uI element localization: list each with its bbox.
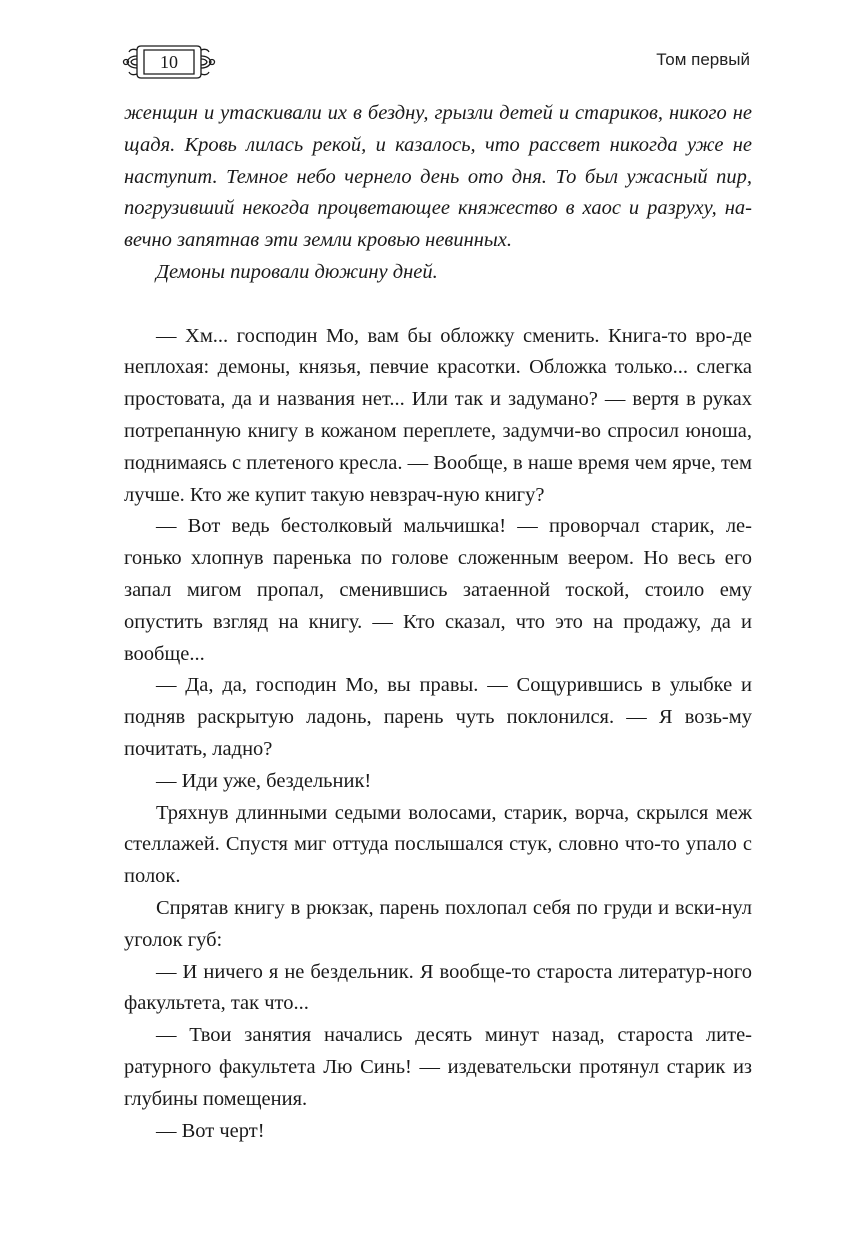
text-line: Спрятав книгу в рюкзак, парень похлопал себя по груди и вски- [156, 896, 722, 919]
text-line: его запал мигом пропал, сменившись затаенной тоской, стоило [124, 547, 753, 601]
text-line: му почитать, ладно? [124, 706, 752, 760]
paragraph [124, 798, 752, 893]
text-line: ратурного факультета Лю Синь! — издевательски протянул старик [124, 1055, 726, 1078]
text-line: нул уголок губ: [124, 896, 752, 951]
text-line: и подняв раскрытую ладонь, парень чуть поклонился. — Я возь- [124, 674, 753, 729]
text-line: — Твои занятия начались десять минут назад, староста лите- [156, 1024, 752, 1047]
page-header [0, 0, 856, 110]
text-line: — Хм... господин Мо, вам бы обложку сменить. Книга-то вро- [156, 324, 733, 347]
paragraph [124, 670, 752, 765]
paragraph [124, 98, 752, 257]
paragraph [124, 893, 752, 957]
paragraph [124, 257, 752, 289]
text-line: — Вот черт! [156, 1119, 265, 1142]
paragraph [124, 511, 752, 670]
text-line: гонько хлопнув паренька по голове сложенным веером. Но весь [124, 547, 716, 570]
text-line: вечно запятнав эти земли кровью невинных. [124, 229, 513, 252]
text-line: упало с полок. [124, 833, 752, 888]
text-line: де неплохая: демоны, князья, певчие красотки. Обложка только... [124, 324, 752, 379]
text-line: ему опустить взгляд на книгу. — Кто сказал, что это на продажу, [124, 578, 753, 633]
text-line: слегка простовата, да и названия нет... Или так и задумано? — [124, 356, 752, 411]
text-line: — Вот ведь бестолковый мальчишка! — проворчал старик, ле- [156, 515, 752, 538]
text-line: женщин и утаскивали их в бездну, грызли детей и стариков, никого [124, 102, 727, 124]
paragraph [124, 1116, 752, 1148]
text-line: погрузивший некогда процветающее княжество в хаос и разруху, на- [124, 197, 752, 220]
text-line: да и вообще... [124, 610, 753, 665]
text-line: — Иди уже, бездельник! [156, 769, 372, 792]
section-break [124, 289, 752, 321]
text-line: — Да, да, господин Мо, вы правы. — Сощурившись в улыбке [156, 674, 733, 697]
text-line: Тряхнув длинными седыми волосами, старик, ворча, скрылся [156, 801, 709, 824]
paragraph [124, 766, 752, 798]
text-line: в наше время чем ярче, тем лучше. Кто же купит такую невзрач- [124, 451, 752, 506]
paragraph [124, 957, 752, 1021]
text-line: меж стеллажей. Спустя миг оттуда послышался стук, словно что-то [124, 801, 753, 856]
running-title: Том первый [656, 50, 750, 69]
main-passage [124, 321, 752, 1148]
paragraph [124, 1020, 752, 1115]
text-line: Демоны пировали дюжину дней. [156, 260, 438, 283]
text-line: во спросил юноша, поднимаясь с плетеного кресла. — Вообще, [124, 419, 753, 474]
text-line: — И ничего я не бездельник. Я вообще-то староста литератур- [156, 960, 713, 983]
paragraph [124, 321, 752, 512]
page-body [124, 98, 752, 1147]
text-line: ного факультета, так что... [124, 960, 752, 1015]
text-line: не наступит. Темное небо чернело день ото дня. То был ужасный пир, [124, 133, 752, 188]
page-number: 10 [160, 52, 178, 72]
text-line: вертя в руках потрепанную книгу в кожаном переплете, задумчи- [124, 388, 753, 442]
text-line: ную книгу? [443, 483, 545, 506]
text-line: из глубины помещения. [124, 1055, 753, 1110]
text-line: не щадя. Кровь лилась рекой, и казалось, что рассвет никогда уже [124, 102, 753, 156]
italic-passage [124, 98, 752, 289]
